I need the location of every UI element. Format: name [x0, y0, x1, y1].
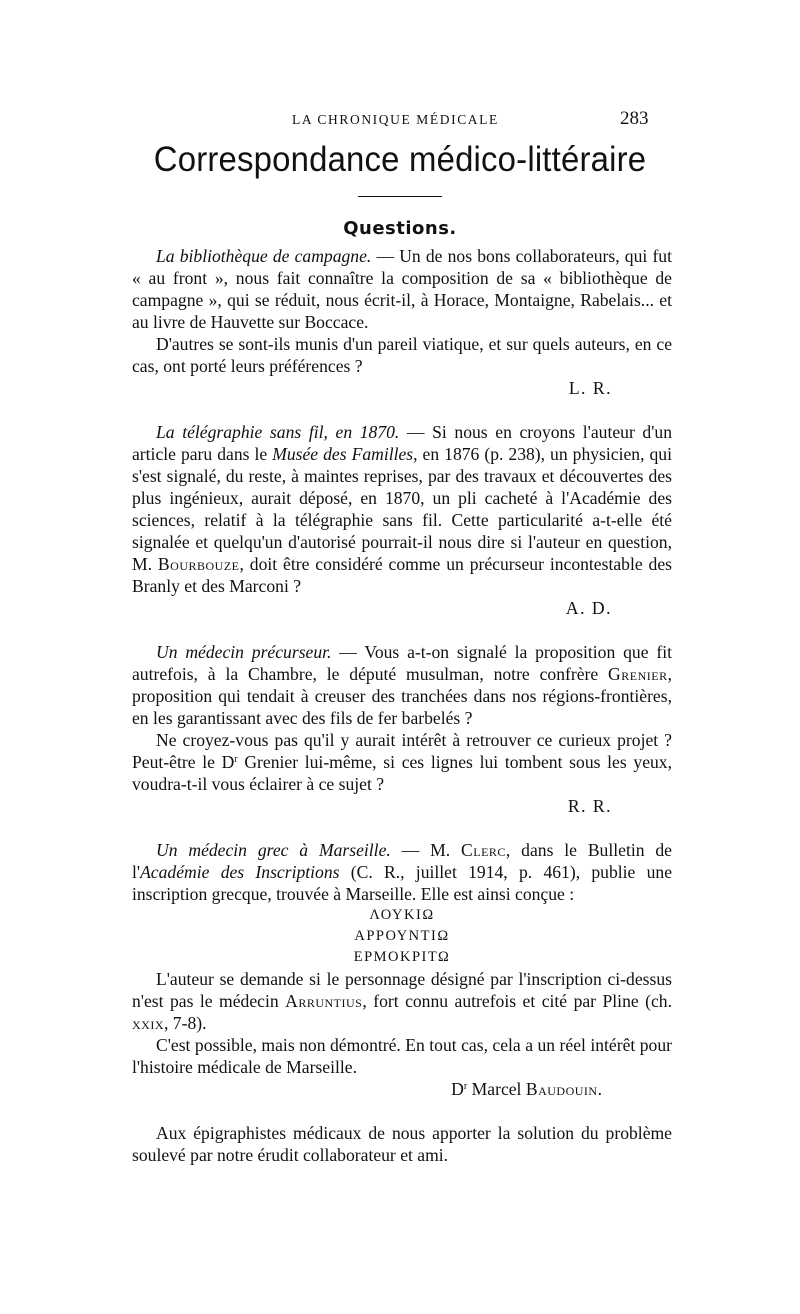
- running-title: LA CHRONIQUE MÉDICALE: [292, 112, 499, 127]
- paragraph-text: , 7-8).: [164, 1013, 207, 1033]
- spacer: [132, 1100, 672, 1122]
- running-head: [0, 108, 800, 132]
- paragraph: [132, 1034, 672, 1078]
- signature: $D^r$ Marcel Baudouin.: [451, 1079, 602, 1099]
- spacer: [132, 817, 672, 839]
- spacer: [132, 399, 672, 421]
- inscription-line: ΛΟΥΚΙΩ: [369, 907, 435, 923]
- paragraph-text: D'autres se sont-ils munis d'un pareil viatique, et sur quels auteurs, en ce cas, ont porté leurs préférences ?: [132, 334, 672, 376]
- article-body: [132, 245, 672, 1166]
- person-name: Clerc: [461, 840, 506, 860]
- person-name: Bourbouze: [157, 554, 240, 574]
- paragraph-text: — M.: [390, 840, 461, 860]
- paragraph: [132, 641, 672, 729]
- paragraph-text: , dans le Bulletin de l': [132, 840, 672, 882]
- paragraph: [132, 839, 672, 905]
- signature: A. D.: [565, 598, 612, 618]
- title-rule: [358, 196, 442, 197]
- paragraph-text: Ne croyez-vous pas qu'il y aurait intérêt à retrouver ce curieux projet ? Peut-être le D: [132, 730, 672, 772]
- paragraph: [132, 245, 672, 333]
- chapter-number: xxix: [132, 1013, 164, 1033]
- paragraph: [132, 421, 672, 597]
- signature: R. R.: [567, 796, 612, 816]
- paragraph-text: , doit être considéré comme un précurseur incontestable des Branly et des Marconi ?: [132, 554, 672, 596]
- topic-heading: La bibliothèque de campagne.: [156, 246, 372, 266]
- paragraph-text: — Un de nos bons collaborateurs, qui fut « au front », nous fait connaître la composition de sa « bibliothèque de campagne », qui se réduit, nous écrit-il, à Horace, Montaigne, Rabelais... et au livre de Hauvette sur Boccace.: [132, 246, 672, 332]
- paragraph-text: , en 1876 (p. 238), un physicien, qui s'est signalé, du reste, à maintes reprises, par des travaux et découvertes des plus ingénieux, aurait déposé, en 1870, un pli cacheté à l'Académie des sciences, relatif à la télégraphie sans fil. Cette particularité a-t-elle été signalée et quelqu'un d'autorisé pourrait-il nous dire si l'auteur en question, M.: [132, 444, 672, 574]
- page-number: 283: [620, 108, 649, 129]
- topic-heading: Un médecin précurseur.: [156, 642, 332, 662]
- paragraph-text: , fort connu autrefois et cité par Pline (ch.: [362, 991, 672, 1011]
- paragraph-text: — Si nous en croyons l'auteur d'un article paru dans le: [132, 422, 672, 464]
- paragraph: [132, 968, 672, 1034]
- author-name: Baudouin: [525, 1079, 598, 1099]
- closing-paragraph: Aux épigraphistes médicaux de nous apporter la solution du problème soulevé par notre érudit collaborateur et ami.: [132, 1123, 672, 1165]
- person-name: Grenier: [608, 664, 668, 684]
- superscript: r: [463, 1081, 468, 1092]
- superscript: r: [234, 754, 238, 765]
- work-title: Musée des Familles: [272, 444, 414, 464]
- topic-heading: Un médecin grec à Marseille.: [156, 840, 391, 860]
- paragraph-text: C'est possible, mais non démontré. En tout cas, cela a un réel intérêt pour l'histoire médicale de Marseille.: [132, 1035, 672, 1077]
- paragraph-text: L'auteur se demande si le personnage désigné par l'inscription ci-dessus n'est pas le médecin: [132, 969, 672, 1011]
- paragraph-text: Grenier lui-même, si ces lignes lui tombent sous les yeux, voudra-t-il vous éclairer à ce sujet ?: [132, 752, 673, 794]
- inscription-line: ΑΡΡΟΥΝΤΙΩ: [354, 928, 450, 944]
- section-heading: Questions.: [343, 218, 457, 239]
- journal-title: Académie des Inscriptions: [140, 862, 340, 882]
- paragraph-text: , proposition qui tendait à creuser des tranchées dans nos régions-frontières, en les garantissant avec des fils de fer barbelés ?: [132, 664, 672, 728]
- signature: L. R.: [568, 378, 612, 398]
- inscription-line: ΕΡΜΟΚΡΙΤΩ: [353, 949, 451, 965]
- page-title: Correspondance médico-littéraire: [153, 140, 647, 179]
- topic-heading: La télégraphie sans fil, en 1870.: [156, 422, 400, 442]
- paragraph: [132, 333, 672, 377]
- greek-inscription: [132, 905, 672, 968]
- spacer: [132, 619, 672, 641]
- person-name: Arruntius: [285, 991, 363, 1011]
- paragraph-text: (C. R., juillet 1914, p. 461), publie une inscription grecque, trouvée à Marseille. Elle est ainsi conçue :: [132, 862, 672, 904]
- paragraph-text: — Vous a-t-on signalé la proposition que fit autrefois, à la Chambre, le député musulman, notre confrère: [132, 642, 672, 684]
- paragraph: [132, 729, 672, 795]
